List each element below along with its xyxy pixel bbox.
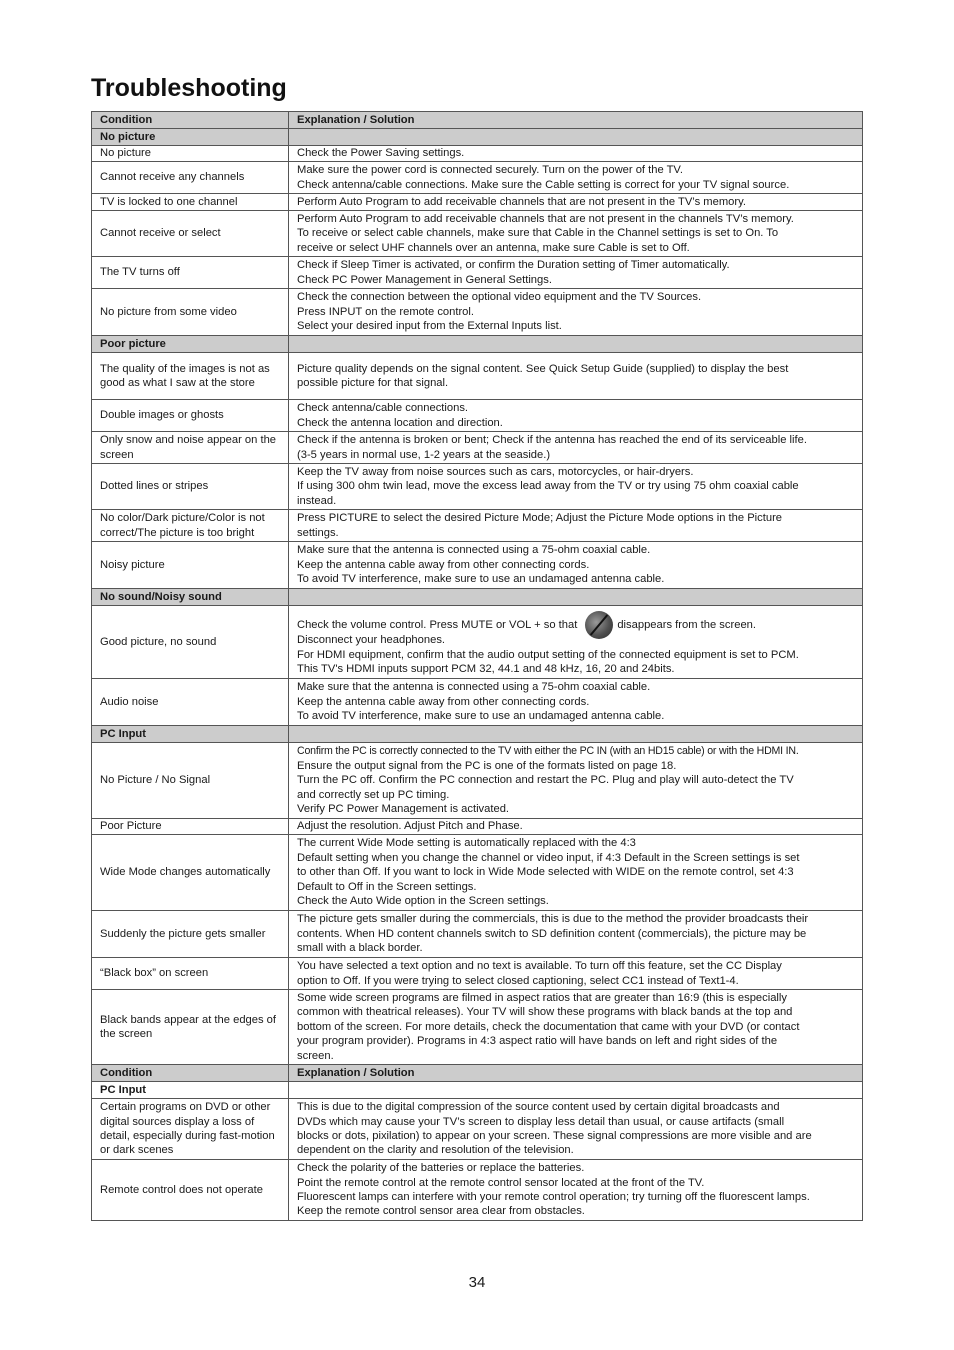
solution-line: Make sure that the antenna is connected using a 75-ohm coaxial cable. [297, 681, 651, 694]
solution-cell [289, 990, 863, 1065]
table-header-row [92, 112, 863, 129]
solution-cell [289, 464, 863, 510]
condition-cell [92, 432, 289, 464]
solution-line: Make sure the power cord is connected securely. Turn on the power of the TV. [297, 164, 683, 177]
solution-line: Default setting when you change the channel or video input, if 4:3 Default in the Screen settings is set [297, 851, 800, 864]
condition-text: “Black box” on screen [100, 967, 209, 980]
condition-text: Black bands appear at the edges of the screen [100, 1013, 277, 1040]
condition-cell [92, 146, 289, 162]
solution-line: your program provider). Programs in 4:3 aspect ratio will have bands on left and right sides of the [297, 1035, 778, 1048]
condition-cell [92, 835, 289, 911]
solution-cell [289, 400, 863, 432]
solution-cell [289, 194, 863, 211]
solution-line: Press INPUT on the remote control. [297, 305, 475, 318]
solution-cell [289, 911, 863, 958]
condition-text: No picture from some video [100, 305, 237, 318]
condition-cell [92, 211, 289, 257]
condition-text: Remote control does not operate [100, 1183, 263, 1196]
solution-line: Adjust the resolution. Adjust Pitch and Phase. [297, 820, 523, 833]
section-row-no-sound [92, 589, 863, 606]
solution-line: dependent on the clarity and resolution of the television. [297, 1144, 574, 1157]
condition-cell [92, 542, 289, 589]
solution-line: small with a black border. [297, 942, 423, 955]
mute-text-before: Check the volume control. Press MUTE or VOL + so that [297, 619, 578, 632]
solution-cell [289, 257, 863, 289]
solution-cell [289, 835, 863, 911]
section-label: No picture [92, 129, 289, 146]
solution-line: Some wide screen programs are filmed in aspect ratios that are greater than 16:9 (this is especially [297, 991, 787, 1004]
solution-line: Perform Auto Program to add receivable channels that are not present in the channels TV’s memory. [297, 212, 794, 225]
table-row [92, 990, 863, 1065]
condition-cell [92, 464, 289, 510]
section-row-pc-input-2 [92, 1082, 863, 1099]
solution-line: Check the Auto Wide option in the Screen settings. [297, 895, 549, 908]
mute-text-after: disappears from the screen. [617, 619, 756, 632]
solution-line: (3-5 years in normal use, 1-2 years at the seaside.) [297, 448, 551, 461]
section-empty-cell [289, 726, 863, 743]
table-row [92, 211, 863, 257]
solution-cell [289, 432, 863, 464]
section-row-poor-picture [92, 336, 863, 353]
table-row [92, 432, 863, 464]
table-row [92, 400, 863, 432]
condition-text: Double images or ghosts [100, 409, 224, 422]
solution-line: For HDMI equipment, confirm that the audio output setting of the connected equipment is set to PCM. [297, 648, 799, 661]
solution-line: Keep the antenna cable away from other connecting cords. [297, 695, 590, 708]
condition-cell [92, 990, 289, 1065]
solution-line: Keep the remote control sensor area clear from obstacles. [297, 1205, 585, 1218]
solution-line: contents. When HD content channels switch to SD definition content (commercials), the picture may be [297, 927, 807, 940]
condition-cell [92, 679, 289, 726]
solution-line: This TV's HDMI inputs support PCM 32, 44.1 and 48 kHz, 16, 20 and 24bits. [297, 663, 675, 676]
table-row [92, 819, 863, 835]
condition-text: Noisy picture [100, 558, 165, 571]
solution-line: Check PC Power Management in General Settings. [297, 273, 552, 286]
table-row [92, 162, 863, 194]
section-label: No sound/Noisy sound [92, 589, 289, 606]
solution-line: The current Wide Mode setting is automatically replaced with the 4:3 [297, 837, 636, 850]
solution-line: common with theatrical releases). Your TV will show these programs with black bands at the top and [297, 1006, 793, 1019]
solution-line: You have selected a text option and no text is available. To turn off this feature, set the CC Display [297, 960, 782, 973]
table-row [92, 464, 863, 510]
condition-text: Cannot receive or select [100, 227, 221, 240]
header-solution: Explanation / Solution [289, 112, 863, 129]
table-row [92, 1099, 863, 1160]
solution-line: Point the remote control at the remote control sensor located at the front of the TV. [297, 1176, 705, 1189]
table-row [92, 194, 863, 211]
solution-line: to other than Off. If you want to lock in Wide Mode selected with WIDE on the remote control, set 4:3 [297, 866, 794, 879]
table-row [92, 679, 863, 726]
condition-cell [92, 257, 289, 289]
section-label: PC Input [92, 726, 289, 743]
table-row [92, 257, 863, 289]
section-empty-cell [289, 129, 863, 146]
solution-line: Make sure that the antenna is connected using a 75-ohm coaxial cable. [297, 544, 651, 557]
solution-line: Check the polarity of the batteries or replace the batteries. [297, 1162, 585, 1175]
section-row-pc-input [92, 726, 863, 743]
solution-line: To receive or select cable channels, make sure that Cable in the Channel settings is set to On. To [297, 227, 779, 240]
solution-line: Check if the antenna is broken or bent; Check if the antenna has reached the end of its serviceable life. [297, 434, 807, 447]
solution-line-mute [297, 611, 854, 633]
table-row [92, 353, 863, 400]
solution-cell [289, 1099, 863, 1160]
section-row-no-picture [92, 129, 863, 146]
condition-text: The quality of the images is not as good as what I saw at the store [100, 362, 270, 389]
condition-text: No color/Dark picture/Color is not correct/The picture is too bright [100, 512, 265, 539]
solution-line: Keep the antenna cable away from other connecting cords. [297, 558, 590, 571]
condition-text: The TV turns off [100, 266, 180, 279]
solution-cell [289, 606, 863, 679]
solution-cell [289, 819, 863, 835]
solution-line: Check the connection between the optional video equipment and the TV Sources. [297, 291, 702, 304]
condition-text: Audio noise [100, 695, 159, 708]
table-row [92, 289, 863, 336]
solution-cell [289, 743, 863, 819]
troubleshooting-table [91, 111, 863, 1221]
section-empty-cell [289, 336, 863, 353]
solution-line: Check the Power Saving settings. [297, 147, 465, 160]
solution-line: instead. [297, 494, 337, 507]
condition-text: TV is locked to one channel [100, 195, 238, 208]
condition-cell [92, 606, 289, 679]
solution-line: Default to Off in the Screen settings. [297, 880, 477, 893]
table-header-row-repeat [92, 1065, 863, 1082]
solution-line: To avoid TV interference, make sure to use an undamaged antenna cable. [297, 710, 665, 723]
condition-cell [92, 743, 289, 819]
solution-line: Picture quality depends on the signal content. See Quick Setup Guide (supplied) to display the best [297, 362, 789, 375]
solution-cell [289, 146, 863, 162]
table-row [92, 1160, 863, 1221]
solution-line: Turn the PC off. Confirm the PC connection and restart the PC. Plug and play will auto-detect the TV [297, 774, 794, 787]
condition-text: Certain programs on DVD or other digital sources display a loss of detail, especially during fast-motion or dark scenes [100, 1101, 275, 1157]
solution-line: and correctly set up PC timing. [297, 788, 450, 801]
condition-text: Poor Picture [100, 820, 162, 833]
solution-line: To avoid TV interference, make sure to use an undamaged antenna cable. [297, 573, 665, 586]
page-number: 34 [468, 1274, 486, 1291]
table-row [92, 510, 863, 542]
solution-line: If using 300 ohm twin lead, move the excess lead away from the TV or try using 75 ohm coaxial cable [297, 480, 799, 493]
table-row [92, 743, 863, 819]
section-empty-cell [289, 1082, 863, 1099]
condition-text: Suddenly the picture gets smaller [100, 927, 266, 940]
solution-line: Ensure the output signal from the PC is one of the formats listed on page 18. [297, 759, 677, 772]
solution-line: Verify PC Power Management is activated. [297, 803, 510, 816]
condition-text: Dotted lines or stripes [100, 480, 209, 493]
solution-line: Check the antenna location and direction. [297, 416, 503, 429]
condition-cell [92, 819, 289, 835]
condition-text: No picture [100, 147, 151, 160]
solution-cell [289, 542, 863, 589]
solution-line: settings. [297, 526, 339, 539]
solution-line: Check antenna/cable connections. [297, 402, 469, 415]
solution-cell [289, 679, 863, 726]
solution-cell [289, 289, 863, 336]
header-condition: Condition [92, 1065, 289, 1082]
solution-line: bottom of the screen. For more details, check the documentation that came with your DVD (or contact [297, 1020, 800, 1033]
solution-line: blocks or dots, pixilation) to appear on your screen. These signal compressions are more visible and are [297, 1130, 812, 1142]
table-row [92, 911, 863, 958]
solution-line: receive or select UHF channels over an antenna, make sure Cable is set to Off. [297, 241, 690, 254]
condition-cell [92, 958, 289, 990]
table-row [92, 958, 863, 990]
condition-cell [92, 194, 289, 211]
solution-line: Disconnect your headphones. [297, 634, 446, 647]
condition-cell [92, 911, 289, 958]
solution-cell [289, 162, 863, 194]
solution-cell [289, 958, 863, 990]
condition-cell [92, 400, 289, 432]
solution-line: Confirm the PC is correctly connected to the TV with either the PC IN (with an HD15 cable) or with the HDMI IN. [297, 745, 799, 758]
section-label: Poor picture [92, 336, 289, 353]
solution-line: option to Off. If you were trying to select closed captioning, select CC1 instead of Text1-4. [297, 974, 739, 987]
solution-line: The picture gets smaller during the commercials, this is due to the method the provider broadcasts their [297, 913, 809, 926]
condition-cell [92, 353, 289, 400]
section-empty-cell [289, 589, 863, 606]
solution-cell [289, 211, 863, 257]
condition-text: Cannot receive any channels [100, 171, 245, 184]
solution-cell [289, 1160, 863, 1221]
condition-text: Only snow and noise appear on the screen [100, 434, 277, 461]
solution-line: DVDs which may cause your TV’s screen to display less detail than usual, or cause artifacts (small [297, 1115, 785, 1128]
solution-line: Check antenna/cable connections. Make sure the Cable setting is correct for your TV signal source. [297, 178, 790, 191]
solution-line: Select your desired input from the External Inputs list. [297, 320, 562, 333]
section-label: PC Input [92, 1082, 289, 1099]
solution-line: Check if Sleep Timer is activated, or confirm the Duration setting of Timer automatically. [297, 259, 730, 272]
table-row [92, 835, 863, 911]
condition-cell [92, 1099, 289, 1160]
solution-cell [289, 353, 863, 400]
header-solution: Explanation / Solution [289, 1065, 863, 1082]
solution-line: Keep the TV away from noise sources such as cars, motorcycles, or hair-dryers. [297, 465, 694, 478]
condition-cell [92, 510, 289, 542]
condition-cell [92, 1160, 289, 1221]
condition-text: Good picture, no sound [100, 635, 217, 648]
solution-line: Press PICTURE to select the desired Picture Mode; Adjust the Picture Mode options in the Picture [297, 512, 783, 525]
table-row [92, 542, 863, 589]
header-condition: Condition [92, 112, 289, 129]
condition-cell [92, 289, 289, 336]
condition-cell [92, 162, 289, 194]
solution-line: possible picture for that signal. [297, 377, 449, 389]
solution-line: Fluorescent lamps can interfere with your remote control operation; try turning off the fluorescent lamps. [297, 1191, 810, 1203]
solution-line: Perform Auto Program to add receivable channels that are not present in the TV’s memory. [297, 195, 746, 208]
page-title: Troubleshooting [91, 74, 287, 102]
table-row [92, 146, 863, 162]
table-row [92, 606, 863, 679]
condition-text: Wide Mode changes automatically [100, 866, 271, 879]
condition-text: No Picture / No Signal [100, 774, 211, 787]
solution-line: This is due to the digital compression of the source content used by certain digital broadcasts and [297, 1101, 780, 1114]
solution-line: screen. [297, 1049, 334, 1062]
solution-cell [289, 510, 863, 542]
